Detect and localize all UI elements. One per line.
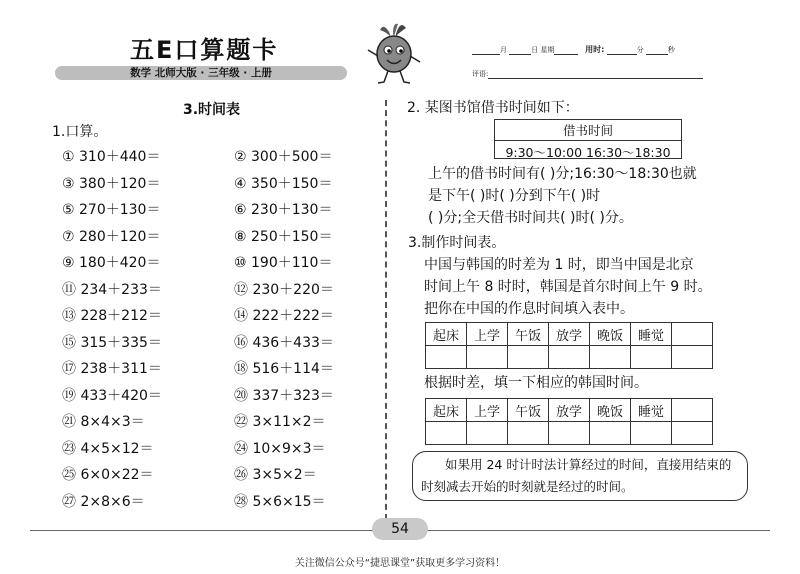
table-header-cell: 放学 [549,399,590,422]
arithmetic-problem: ⑰ 238＋311＝ [62,361,162,377]
schedule-header: 借书时间 [562,123,613,138]
table-header-cell: 晚饭 [590,323,631,346]
answer-cell[interactable] [590,346,631,369]
arithmetic-problem: ㉑ 8×4×3＝ [62,414,145,430]
arithmetic-problem: ⑫ 230＋220＝ [234,281,334,298]
arithmetic-problem: ⑦ 280＋120＝ [62,228,161,245]
arithmetic-problem: ㉔ 10×9×3＝ [234,440,326,457]
arithmetic-problem: ② 300＋500＝ [234,149,333,165]
answer-cell[interactable] [672,346,713,369]
answer-cell[interactable] [467,422,508,445]
arithmetic-problem: ⑭ 222＋222＝ [234,308,334,324]
table-header-cell: 午饭 [508,323,549,346]
arithmetic-problem: ⑬ 228＋212＝ [62,308,162,324]
table-header-cell: 睡觉 [631,399,672,422]
month-label: 月 [500,46,507,54]
answer-cell[interactable] [631,346,672,369]
arithmetic-problem: ⑯ 436＋433＝ [234,334,334,351]
arithmetic-problem: ⑧ 250＋150＝ [234,228,333,245]
q2-line: ( )分;全天借书时间共( )时( )分。 [428,210,633,226]
arithmetic-problem: ⑳ 337＋323＝ [234,387,334,404]
table-header-cell: 上学 [467,399,508,422]
q2-line: 上午的借书时间有( )分;16:30～18:30也就 [428,166,697,182]
answer-cell[interactable] [467,346,508,369]
tip-note: 如果用 24 时计时法计算经过的时间，直接用结束的时刻减去开始的时刻就是经过的时间。 [412,451,748,501]
seconds-label: 秒 [667,46,675,54]
answer-cell[interactable] [590,422,631,445]
table-header-cell: 午饭 [508,399,549,422]
question-3-text [424,254,712,320]
q3-line: 中国与韩国的时差为 1 时，即当中国是北京 [424,257,694,273]
arithmetic-problem: ① 310＋440＝ [62,149,161,165]
arithmetic-problem: ⑲ 433＋420＝ [62,387,162,404]
arithmetic-problem: ㉘ 5×6×15＝ [234,493,326,510]
arithmetic-problem: ㉗ 2×8×6＝ [62,493,145,510]
arithmetic-problem: ⑥ 230＋130＝ [234,202,333,218]
table-header-cell [672,399,713,422]
time-used-label: 用时: [585,45,605,54]
schedule-times: 9:30～10:00 16:30～18:30 [495,140,681,161]
table-header-cell: 起床 [426,323,467,346]
week-label: 星期 [540,46,555,54]
comment-line [472,69,703,79]
footer-text: 关注微信公众号“捷思课堂”获取更多学习资料！ [294,558,506,569]
arithmetic-problem: ⑪ 234＋233＝ [62,281,162,298]
radish-mascot-icon [360,20,430,90]
china-schedule-table [425,322,713,369]
arithmetic-problem: ④ 350＋150＝ [234,175,333,192]
table-header-cell: 放学 [549,323,590,346]
answer-cell[interactable] [549,422,590,445]
column-divider [385,100,387,520]
arithmetic-problem: ③ 380＋120＝ [62,175,161,192]
arithmetic-problem: ㉒ 3×11×2＝ [234,414,326,430]
q3-line: 把你在中国的作息时间填入表中。 [424,301,634,317]
subtitle-bar: 数学 北师大版 · 三年级 · 上册 [55,66,347,80]
answer-cell[interactable] [508,346,549,369]
arithmetic-problem: ⑱ 516＋114＝ [234,361,334,377]
day-label: 日 [531,46,539,54]
minutes-label: 分 [636,46,644,54]
answer-cell[interactable] [631,422,672,445]
answer-cell[interactable] [426,422,467,445]
answer-cell[interactable] [426,346,467,369]
question-2-title: 2. 某图书馆借书时间如下： [407,100,579,116]
answer-cell[interactable] [549,346,590,369]
schedule-box [494,119,682,159]
question-2-text [428,163,697,229]
question-3-title: 3.制作时间表。 [408,235,506,251]
answer-cell[interactable] [672,422,713,445]
arithmetic-problem: ⑩ 190＋110＝ [234,255,333,271]
korea-schedule-table [425,398,713,445]
date-line [472,44,675,55]
arithmetic-problem: ㉕ 6×0×22＝ [62,467,154,483]
table-2-intro: 根据时差，填一下相应的韩国时间。 [424,375,648,391]
question-1-label: 1.口算。 [52,124,108,140]
q2-line: 是下午( )时( )分到下午( )时 [428,188,601,204]
q3-line: 时间上午 8 时时，韩国是首尔时间上午 9 时。 [424,279,712,295]
arithmetic-problem: ⑨ 180＋420＝ [62,255,161,271]
table-header-cell [672,323,713,346]
page-number: 54 [372,518,428,540]
brand-title: 五E口算题卡 [130,36,279,64]
answer-cell[interactable] [508,422,549,445]
arithmetic-problem: ㉓ 4×5×12＝ [62,440,154,457]
table-header-cell: 上学 [467,323,508,346]
table-header-cell: 起床 [426,399,467,422]
section-title: 3.时间表 [183,102,241,118]
table-header-cell: 晚饭 [590,399,631,422]
table-header-cell: 睡觉 [631,323,672,346]
arithmetic-problem: ⑤ 270＋130＝ [62,202,161,218]
arithmetic-problem: ㉖ 3×5×2＝ [234,467,317,483]
arithmetic-problem: ⑮ 315＋335＝ [62,334,162,351]
comment-label: 评语: [472,70,489,78]
